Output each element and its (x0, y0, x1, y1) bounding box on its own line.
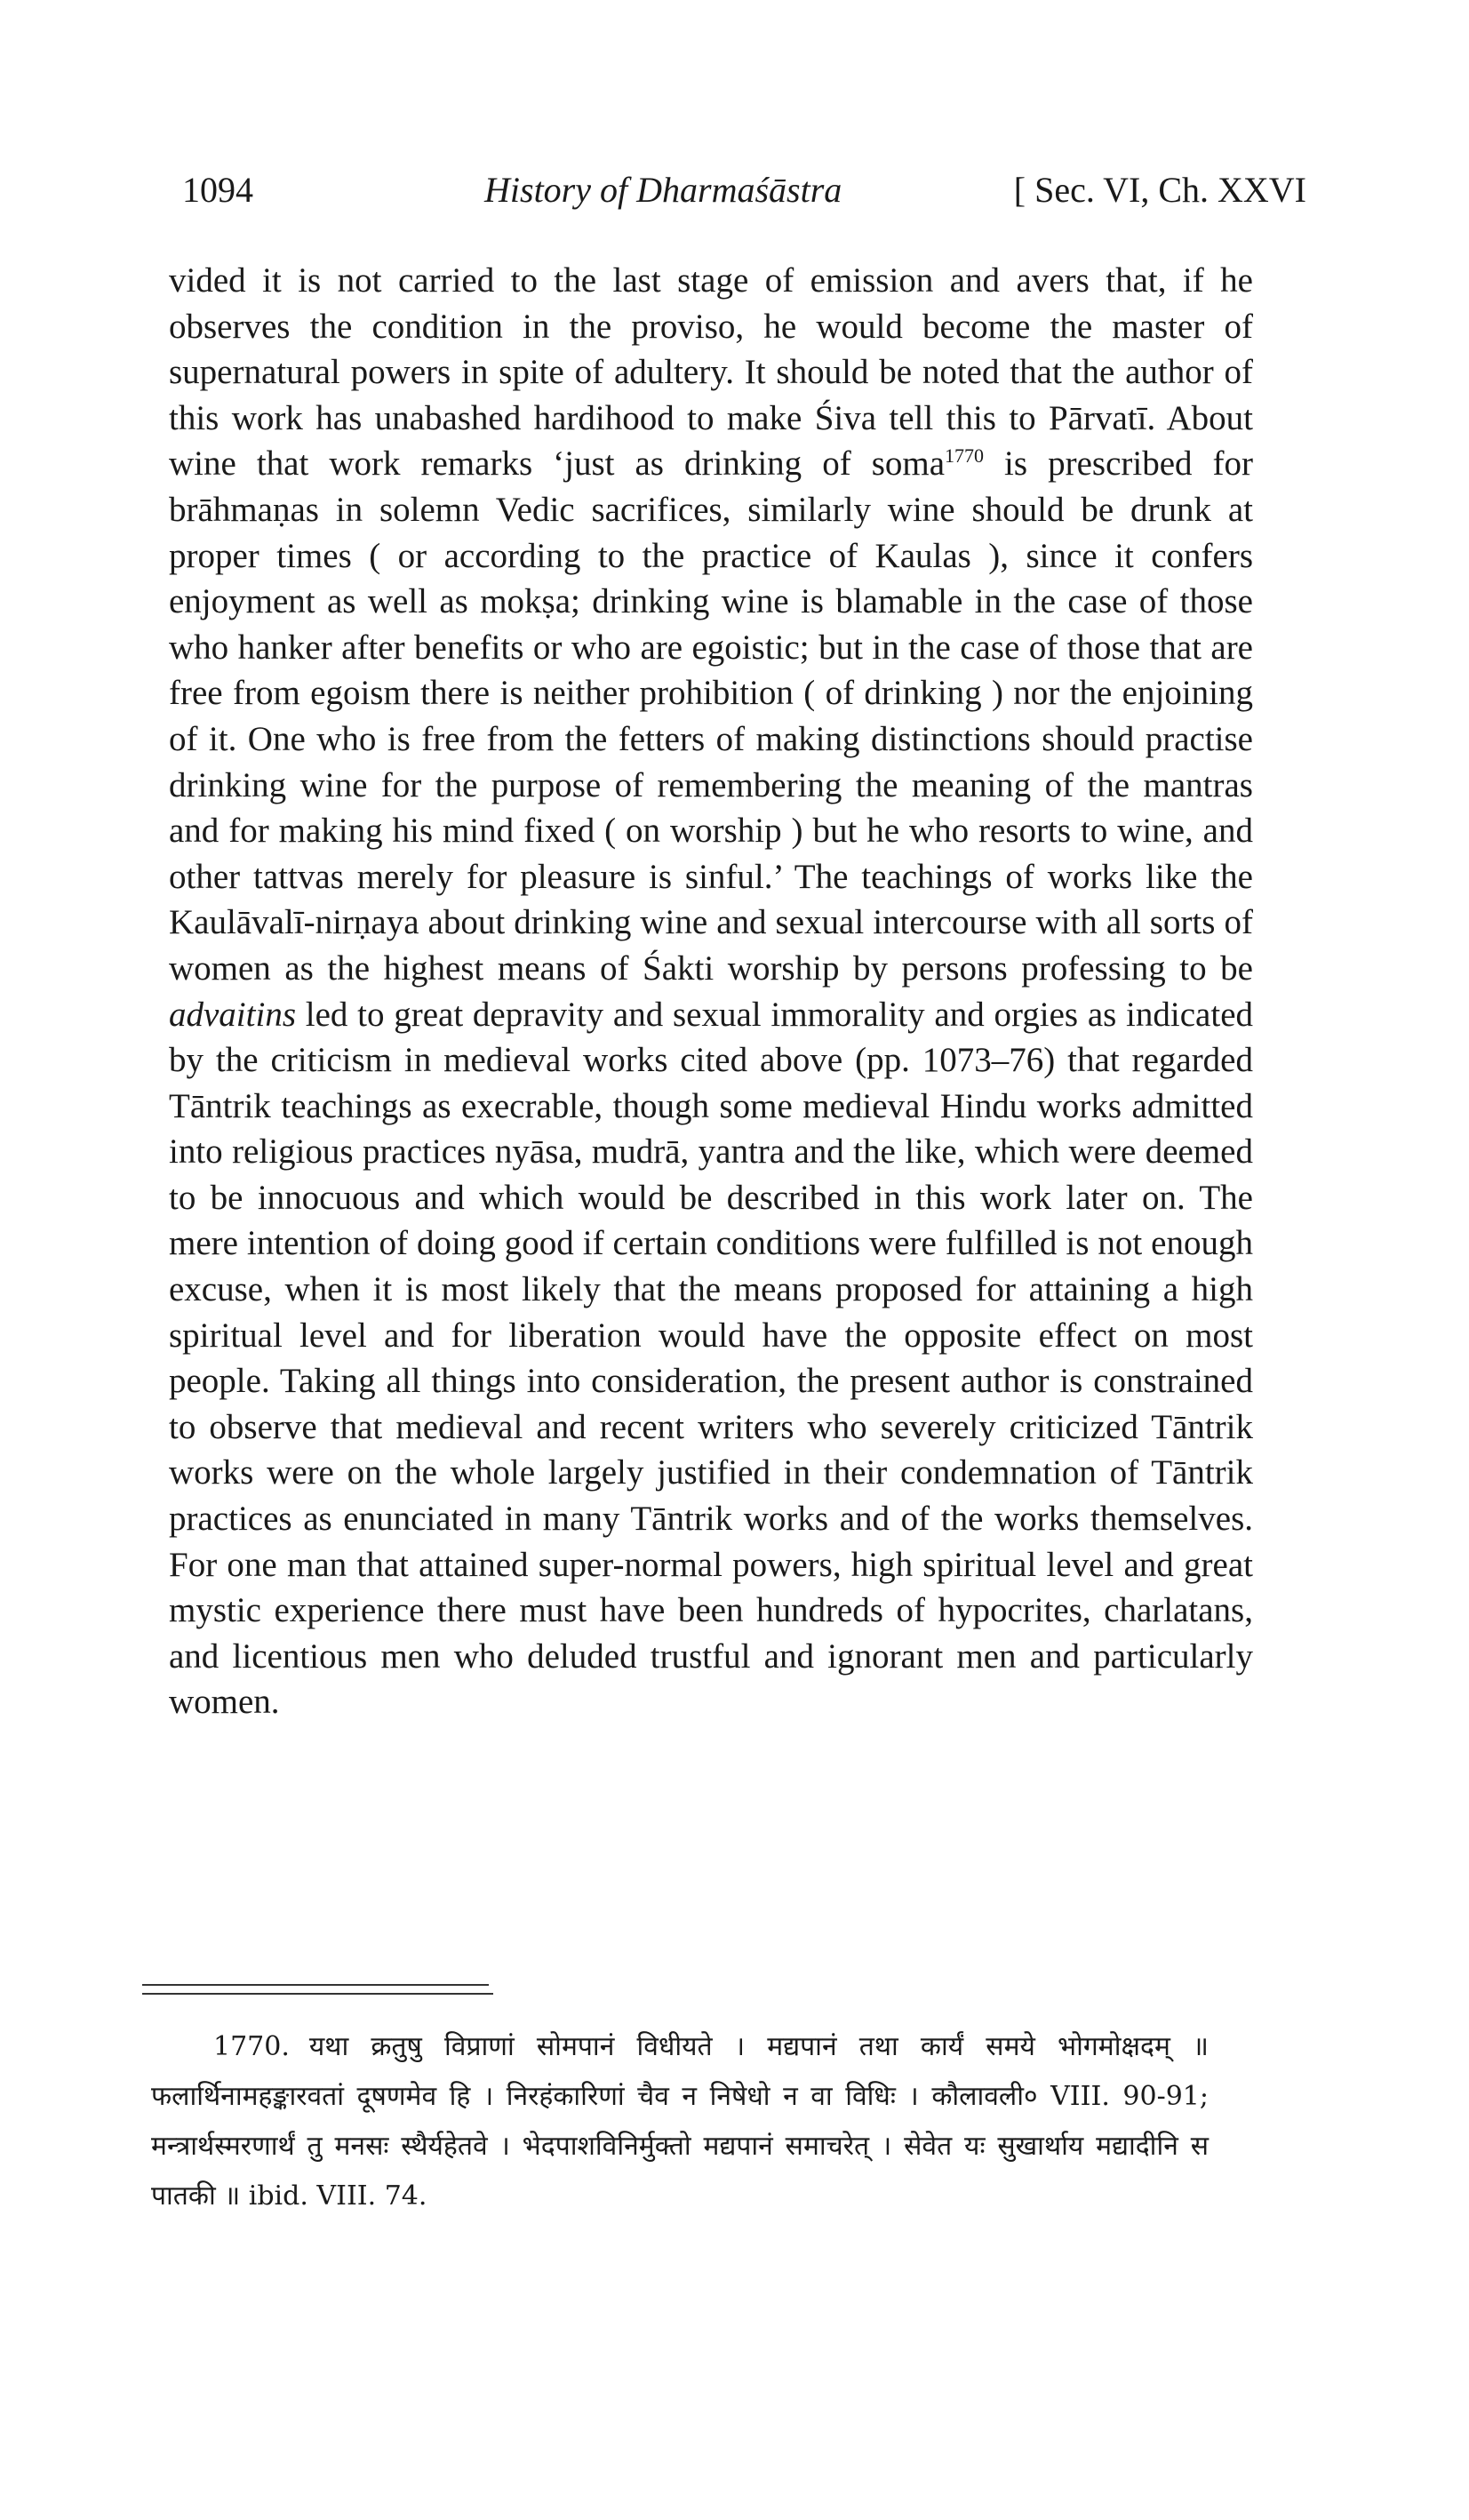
footnote-number: 1770. (213, 2031, 290, 2062)
footnote-reference: 1770 (945, 444, 985, 468)
footnote (151, 2022, 1209, 2221)
footnote-divider-second (142, 1993, 493, 1995)
paragraph-text-part-2: is prescribed for brāhmaṇas in solemn Vedic sacrifices, similarly wine should be drunk at proper times ( or according to the practice of Kaulas ), since it confers enjoyment as well as mokṣa; drinking wine is blamable in the case of those who hanker after benefits or who are egoistic; but in the case of those that are free from egoism there is neither prohibition ( of drinking ) nor the enjoining of it. One who is free from the fetters of making distinctions should practise drinking wine for the purpose of remembering the meaning of the mantras and for making his mind fixed ( on worship ) but he who resorts to wine, and other tattvas merely for pleasure is sinful.’ The teachings of works like the Kaulāvalī-nirṇaya about drinking wine and sexual intercourse with all sorts of women as the highest means of Śakti worship by persons professing to be (169, 444, 1254, 988)
page-number: 1094 (182, 170, 253, 210)
body-text (169, 258, 1253, 1725)
paragraph-text-part-1: vided it is not carried to the last stage of emission and avers that, if he observes the condition in the proviso, he would become the master of supernatural powers in spite of adultery. It should be noted that the author of this work has unabashed hardihood to make Śiva tell this to Pārvatī. About wine that work remarks ‘just as drinking of soma (169, 261, 1253, 484)
italic-term: advaitins (169, 995, 296, 1034)
running-head (182, 169, 1306, 222)
footnote-divider (142, 1984, 489, 1986)
paragraph-text-part-3: led to great depravity and sexual immorality and orgies as indicated by the criticism in medieval works cited above (pp. 1073–76) that regarded Tāntrik teachings as execrable, though some medieval Hindu works admitted into religious practices nyāsa, mudrā, yantra and the like, which were deemed to be innocuous and which would be described in this work later on. The mere intention of doing good if certain conditions were fulfilled is not enough excuse, when it is most likely that the means proposed for attaining a high spiritual level and for liberation would have the opposite effect on most people. Taking all things into consideration, the present author is constrained to observe that medieval and recent writers who severely criticized Tāntrik works were on the whole largely justified in their condemnation of Tāntrik practices as enunciated in many Tāntrik works and of the works themselves. For one man that attained super-normal powers, high spiritual level and great mystic experience there must have been hundreds of hypocrites, charlatans, and licentious men who deluded trustful and ignorant men and particularly women. (169, 995, 1253, 1722)
footnote-text: यथा क्रतुषु विप्राणां सोमपानं विधीयते । मद्यपानं तथा कार्यं समये भोगमोक्षदम् ॥ फलार्थिनामहङ्कारवतां दूषणमेव हि । निरहंकारिणां चैव न निषेधो न वा विधिः । कौलावली० VIII. 90-91; मन्त्रार्थस्मरणार्थं तु मनसः स्थैर्यहेतवे । भेदपाशविनिर्मुक्तो मद्यपानं समाचरेत् । सेवेत यः सुखार्थाय मद्यादीनि स पातकी ॥ ibid. VIII. 74. (151, 2031, 1209, 2212)
main-paragraph (169, 258, 1253, 1725)
section-reference: [ Sec. VI, Ch. XXVI (1013, 170, 1306, 210)
running-title: History of Dharmaśāstra (484, 170, 842, 210)
